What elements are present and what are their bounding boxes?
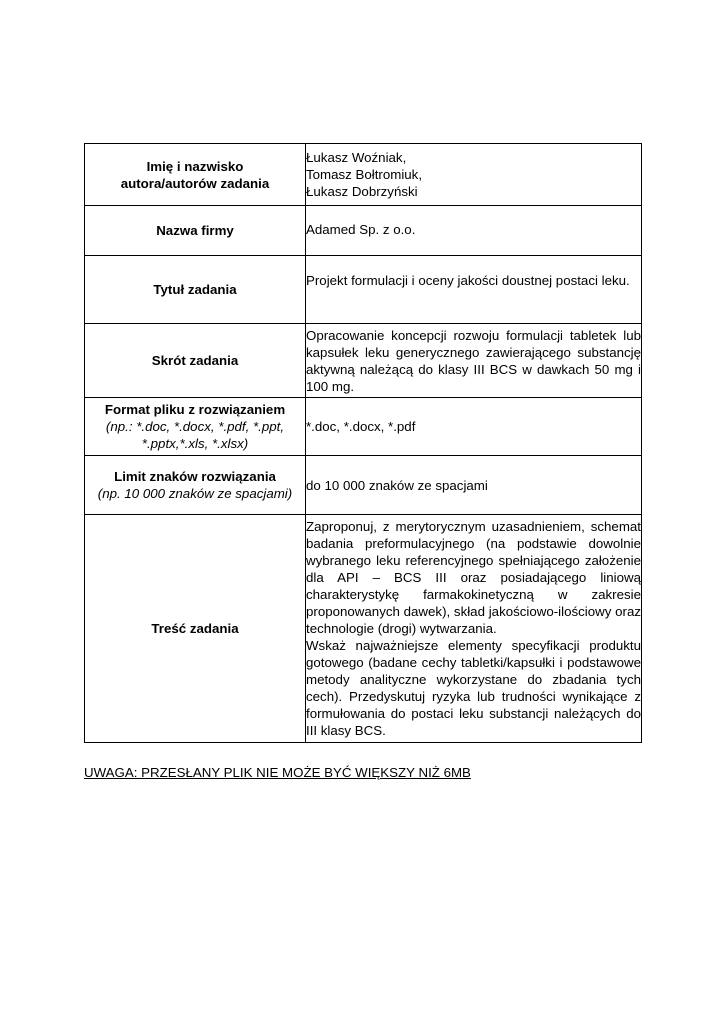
content-paragraph: Wskaż najważniejsze elementy specyfikacji produktu gotowego (badane cechy tabletki/kapsułki i podstawowe metody analityczne wykorzystane do zbadania tych cech). Przedyskutuj ryzyka lub trudności wynikające z formułowania do postaci leku substancji należących do III klasy BCS. [306,638,641,738]
task-form-table [84,143,642,743]
authors-value [306,144,642,206]
table-row-content [85,515,642,743]
author-name: Łukasz Dobrzyński [306,184,418,199]
summary-value: Opracowanie koncepcji rozwoju formulacji tabletek lub kapsułek leku generycznego zawierającego substancję aktywną należącą do klasy III BCS w dawkach 50 mg i 100 mg. [306,324,642,398]
file-format-title: Format pliku z rozwiązaniem [104,402,286,417]
author-name: Łukasz Woźniak, [306,150,407,165]
table-row-char-limit [85,456,642,515]
author-name: Tomasz Bołtromiuk, [306,167,423,182]
table-row-summary [85,324,642,398]
char-limit-title: Limit znaków rozwiązania [114,469,276,484]
table-row-company [85,206,642,256]
authors-label-line2: autora/autorów zadania [120,175,270,191]
file-format-hint: (np.: *.doc, *.docx, *.pdf, *.ppt, *.pptx,*.xls, *.xlsx) [105,419,285,451]
file-format-value: *.doc, *.docx, *.pdf [306,398,642,456]
summary-label: Skrót zadania [85,324,306,398]
file-format-label [85,398,306,456]
char-limit-label [85,456,306,515]
char-limit-hint: (np. 10 000 znaków ze spacjami) [97,486,293,501]
file-size-warning: UWAGA: PRZESŁANY PLIK NIE MOŻE BYĆ WIĘKSZY NIŻ 6MB [84,765,471,780]
title-value: Projekt formulacji i oceny jakości doustnej postaci leku. [306,256,642,324]
authors-label [85,144,306,206]
table-row-authors [85,144,642,206]
company-label: Nazwa firmy [85,206,306,256]
title-label: Tytuł zadania [85,256,306,324]
authors-label-line1: Imię i nazwisko [146,158,244,174]
company-value: Adamed Sp. z o.o. [306,206,642,256]
char-limit-value: do 10 000 znaków ze spacjami [306,456,642,515]
content-value [306,515,642,743]
content-paragraph: Zaproponuj, z merytorycznym uzasadnieniem, schemat badania preformulacyjnego (na podstawie dowolnie wybranego leku referencyjnego spełniającego założenie dla API – BCS III oraz posiadającego liniową charakterystykę farmakokinetyczną w zakresie proponowanych dawek), skład jakościowo-ilościowy oraz technologie (drogi) wytwarzania. [306,519,641,636]
table-row-title [85,256,642,324]
table-row-file-format [85,398,642,456]
content-label: Treść zadania [85,515,306,743]
